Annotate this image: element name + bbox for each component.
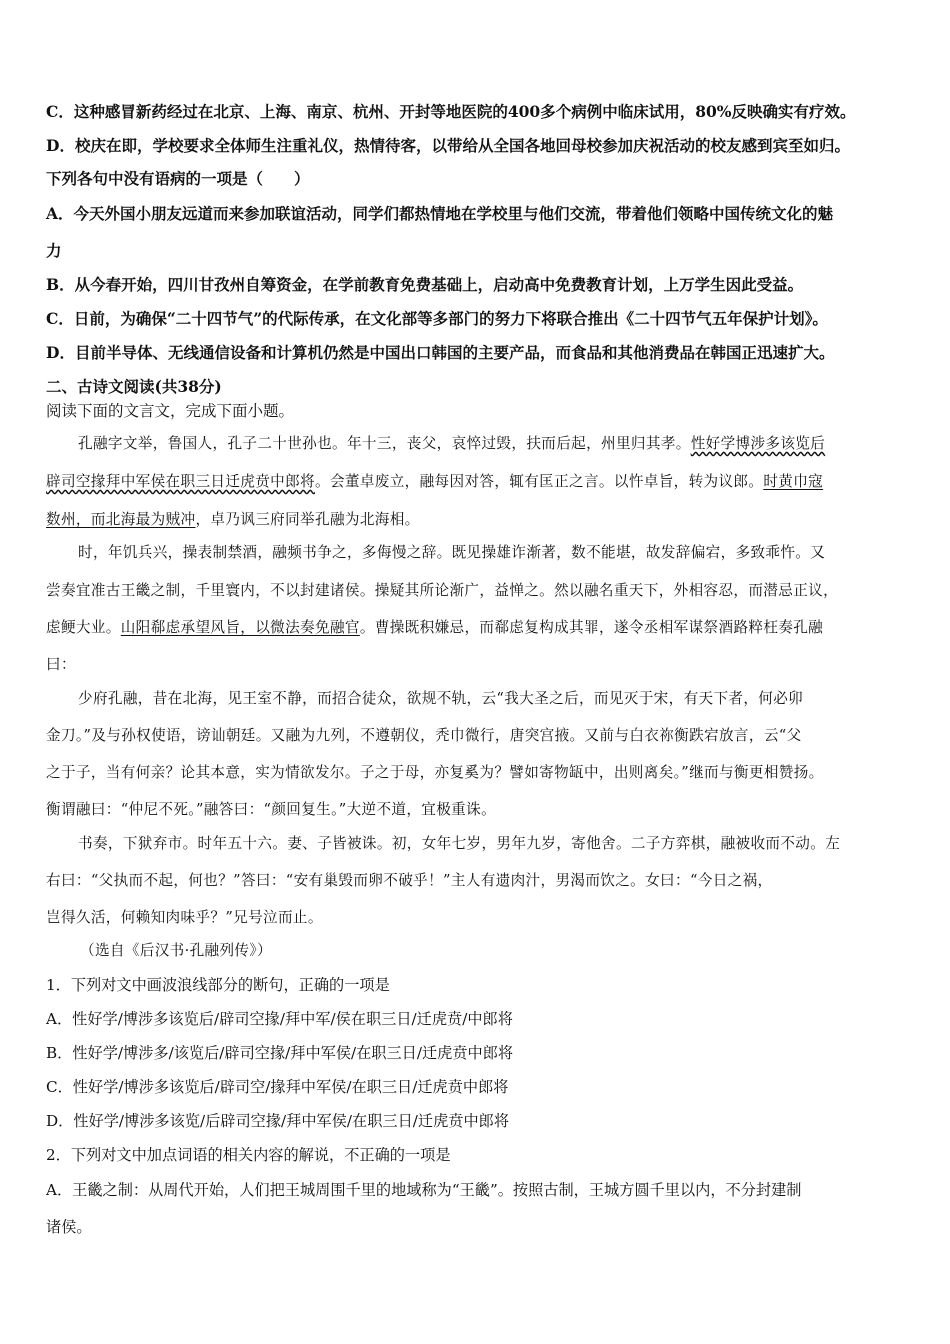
option-a-line2: 力 — [46, 241, 62, 260]
option-d: D．目前半导体、无线通信设备和计算机仍然是中国出口韩国的主要产品，而食品和其他消费品在韩国正迅速扩大。 — [46, 343, 835, 362]
underlined-text: 时黄巾寇 — [763, 473, 824, 490]
q1-option-d: D．性好学/博涉多该览/后辟司空掾/拜中军侯/在职三日/迁虎贲中郎将 — [46, 1112, 510, 1130]
passage-p1-line3 — [46, 509, 916, 531]
passage-source: （选自《后汉书·孔融列传》） — [80, 942, 272, 959]
wavy-underlined-text: 性好学博涉多该览后 — [690, 435, 826, 452]
passage-text: 虑鲠大业。 — [46, 619, 121, 636]
option-a-line1: A．今天外国小朋友远道而来参加联谊活动，同学们都热情地在学校里与他们交流，带着他们领略中国传统文化的魅 — [46, 204, 834, 223]
underlined-text: 数州，而北海最为贼冲 — [46, 511, 196, 528]
q1-option-b: B．性好学/博涉多/该览后/辟司空掾/拜中军侯/在职三日/迁虎贲中郎将 — [46, 1044, 514, 1062]
passage-p1-line2 — [46, 471, 916, 493]
q1-option-c: C．性好学/博涉多该览后/辟司空/掾拜中军侯/在职三日/迁虎贲中郎将 — [46, 1078, 509, 1096]
passage-p4-line1: 书奏，下狱弃市。时年五十六。妻、子皆被诛。初，女年七岁，男年九岁，寄他舍。二子方弈棋，融被收而不动。左 — [78, 835, 841, 852]
passage-p3-line1: 少府孔融，昔在北海，见王室不静，而招合徒众，欲规不轨，云“我大圣之后，而见灭于宋，有天下者，何必卯 — [78, 690, 804, 707]
passage-p2-line4: 曰： — [46, 656, 76, 673]
passage-p2-line2: 尝奏宜准古王畿之制，千里寰内，不以封建诸侯。操疑其所论渐广，益惮之。然以融名重天下，外相容忍，而潜忌正议， — [46, 582, 839, 599]
passage-p2-line1: 时，年饥兵兴，操表制禁酒，融频书争之，多侮慢之辞。既见操雄诈渐著，数不能堪，故发辞偏宕，多致乖忤。又 — [78, 544, 826, 561]
passage-p2-line3 — [46, 617, 916, 639]
passage-p1-line1 — [78, 433, 916, 455]
choice-c-top: C．这种感冒新药经过在北京、上海、南京、杭州、开封等地医院的400多个病例中临床试用，80%反映确实有疗效。 — [46, 102, 856, 121]
q1-stem: 1．下列对文中画波浪线部分的断句，正确的一项是 — [46, 976, 390, 994]
passage-text: 。会董卓废立，融每因对答，辄有匡正之言。以忤卓旨，转为议郎。 — [315, 473, 764, 490]
choice-d-top: D．校庆在即，学校要求全体师生注重礼仪，热情待客，以带给从全国各地回母校参加庆祝活动的校友感到宾至如归。 — [46, 136, 850, 155]
passage-p4-line2: 右曰：“父执而不起，何也？”答曰：“安有巢毁而卵不破乎！”主人有遗肉汁，男渴而饮之。女曰：“今日之祸， — [46, 872, 773, 889]
passage-p3-line2: 金刀。”及与孙权使语，谤讪朝廷。又融为九列，不遵朝仪，秃巾微行，唐突宫掖。又前与白衣祢衡跌宕放言，云“父 — [46, 727, 802, 744]
option-b: B．从今春开始，四川甘孜州自筹资金，在学前教育免费基础上，启动高中免费教育计划，上万学生因此受益。 — [46, 275, 804, 294]
q1-option-a: A．性好学/博涉多该览后/辟司空掾/拜中军/侯在职三日/迁虎贲/中郎将 — [46, 1010, 513, 1028]
passage-p4-line3: 岂得久活，何赖知肉味乎？”兄号泣而止。 — [46, 909, 323, 926]
section-instruction: 阅读下面的文言文，完成下面小题。 — [46, 402, 295, 420]
passage-text: 。曹操既积嫌忌，而郗虑复构成其罪，遂令丞相军谋祭酒路粹枉奏孔融 — [359, 619, 824, 636]
wavy-underlined-text: 辟司空掾拜中军侯在职三日迁虎贲中郎将 — [46, 473, 315, 490]
q2-stem: 2．下列对文中加点词语的相关内容的解说，不正确的一项是 — [46, 1146, 451, 1164]
section-heading: 二、古诗文阅读(共38分) — [46, 377, 222, 396]
passage-p3-line4: 衡谓融曰：“仲尼不死。”融答曰：“颜回复生。”大逆不道，宜极重诛。 — [46, 801, 497, 818]
passage-text: ，卓乃讽三府同举孔融为北海相。 — [195, 511, 420, 528]
question-stem: 下列各句中没有语病的一项是（ ） — [46, 169, 310, 188]
q2-option-a-line1: A．王畿之制：从周代开始，人们把王城周围千里的地域称为“王畿”。按照古制，王城方圆千里以内，不分封建制 — [46, 1181, 802, 1199]
passage-text: 孔融字文举，鲁国人，孔子二十世孙也。年十三，丧父，哀悴过毁，扶而后起，州里归其孝。 — [78, 435, 691, 452]
option-c: C．日前，为确保“二十四节气”的代际传承，在文化部等多部门的努力下将联合推出《二十四节气五年保护计划》。 — [46, 309, 828, 328]
q2-option-a-line2: 诸侯。 — [46, 1218, 92, 1236]
passage-p3-line3: 之于子，当有何亲？论其本意，实为情欲发尔。子之于母，亦复奚为？譬如寄物缻中，出则离矣。”继而与衡更相赞扬。 — [46, 764, 824, 781]
underlined-text: 山阳郗虑承望风旨，以微法奏免融官 — [120, 619, 360, 636]
